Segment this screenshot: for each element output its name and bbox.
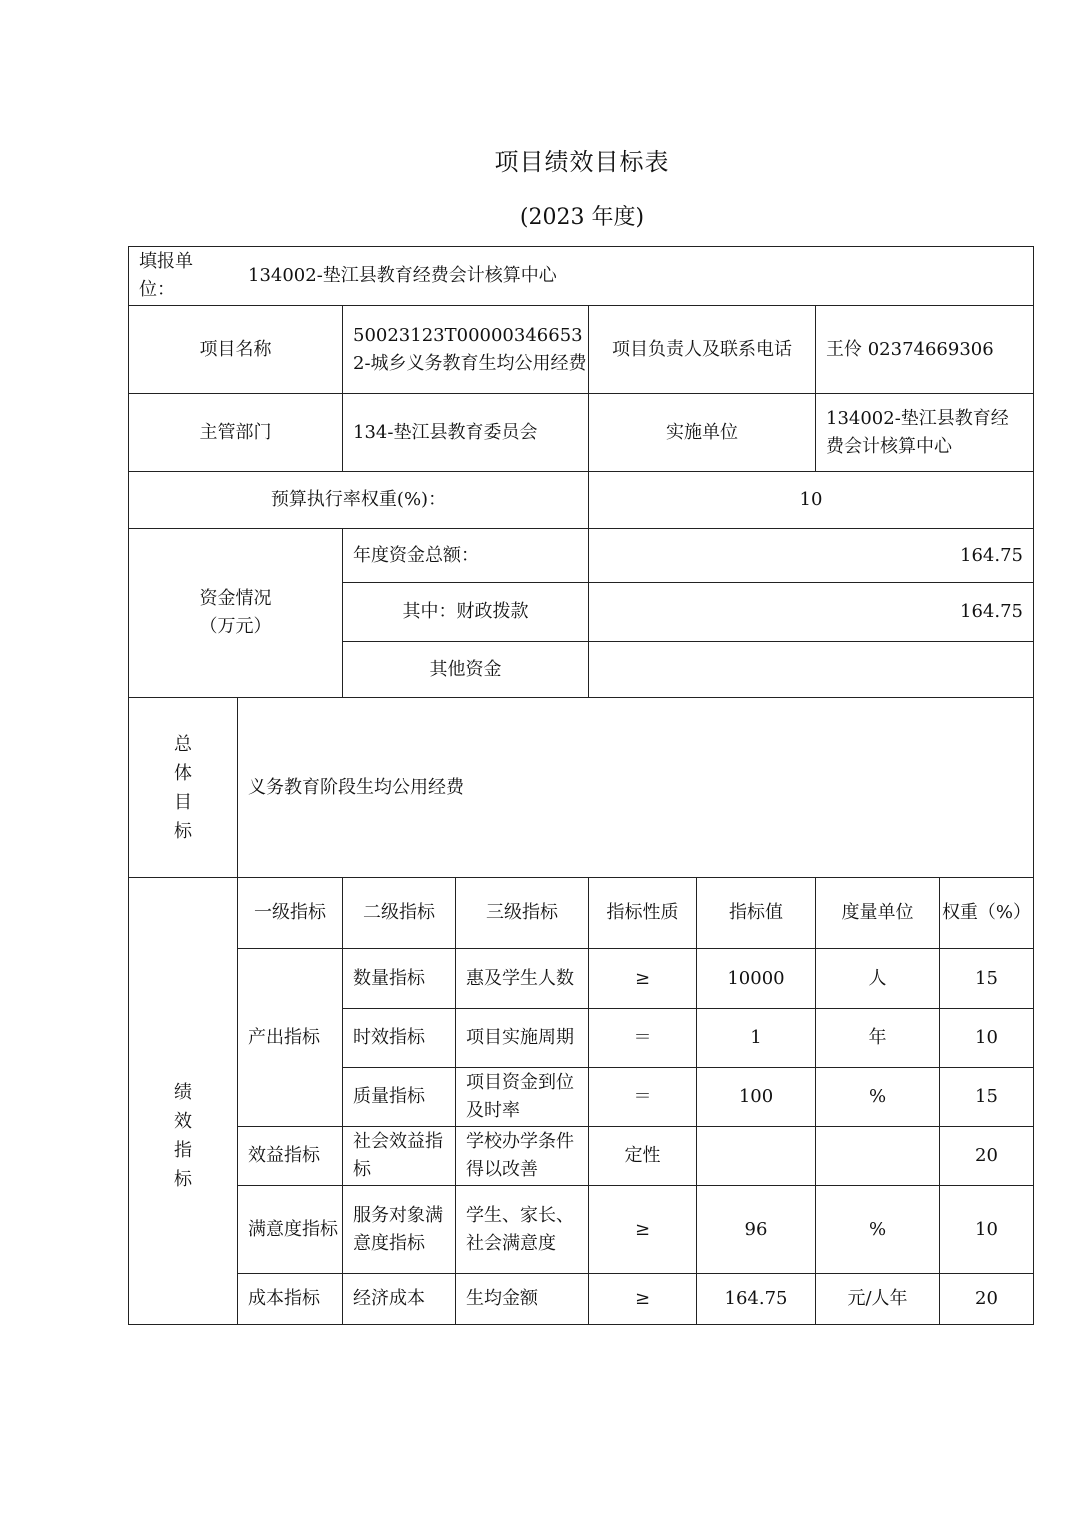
table-row-level2: 服务对象满意度指标 bbox=[353, 1204, 443, 1254]
table-row-nature: ≥ bbox=[634, 967, 651, 989]
header-unit: 度量单位 bbox=[841, 902, 914, 923]
table-row-weight: 20 bbox=[975, 1288, 998, 1309]
table-row-unit bbox=[816, 1127, 939, 1185]
table-row-level3: 惠及学生人数 bbox=[466, 967, 574, 989]
table-row-level2: 经济成本 bbox=[353, 1288, 425, 1309]
table-row-nature: ≥ bbox=[634, 1288, 651, 1309]
overall-goal-label bbox=[129, 698, 237, 877]
level1-output: 产出指标 bbox=[248, 1026, 320, 1048]
funds-total-label: 年度资金总额： bbox=[353, 544, 479, 566]
table-row-nature: ＝ bbox=[633, 1027, 652, 1048]
header-level1: 一级指标 bbox=[254, 902, 326, 923]
table-row-weight: 15 bbox=[975, 967, 998, 989]
funds-label: 资金情况（万元） bbox=[199, 588, 272, 637]
table-row-weight: 15 bbox=[975, 1086, 998, 1107]
reporting-unit-value: 134002-垫江县教育经费会计核算中心 bbox=[248, 265, 557, 286]
project-name-value: 50023123T000003466532-城乡义务教育生均公用经费 bbox=[353, 324, 587, 374]
table-row-weight: 10 bbox=[975, 1218, 998, 1240]
table-row-level3: 生均金额 bbox=[466, 1288, 538, 1309]
funds-other-label: 其他资金 bbox=[429, 658, 502, 680]
table-row-unit: % bbox=[868, 1218, 887, 1240]
table-row-level3: 项目实施周期 bbox=[466, 1027, 574, 1048]
project-contact-label: 项目负责人及联系电话 bbox=[612, 338, 792, 360]
funds-fiscal-label: 其中：财政拨款 bbox=[402, 601, 529, 622]
project-contact-value: 王伶 02374669306 bbox=[826, 338, 994, 360]
department-value: 134-垫江县教育委员会 bbox=[353, 421, 538, 443]
table-row-value bbox=[697, 1127, 815, 1185]
table-row-value: 96 bbox=[744, 1218, 768, 1240]
header-nature: 指标性质 bbox=[606, 902, 679, 923]
reporting-unit-label: 填报单位： bbox=[139, 251, 193, 300]
table-row-level2: 时效指标 bbox=[353, 1027, 425, 1048]
header-weight: 权重（%） bbox=[941, 902, 1032, 923]
overall-goal-label-text: 总体目标 bbox=[174, 733, 192, 842]
document-year: (2023 年度) bbox=[519, 205, 645, 230]
header-level2: 二级指标 bbox=[363, 902, 435, 923]
funds-total-value: 164.75 bbox=[960, 544, 1023, 566]
funds-other-value bbox=[589, 642, 1033, 697]
table-row-unit: 年 bbox=[868, 1027, 887, 1048]
department-label: 主管部门 bbox=[199, 421, 272, 443]
project-name-label: 项目名称 bbox=[199, 338, 272, 360]
table-row-level3: 学生、家长、社会满意度 bbox=[466, 1204, 574, 1254]
implementing-unit-label: 实施单位 bbox=[666, 421, 738, 443]
header-level3: 三级指标 bbox=[486, 902, 558, 923]
table-row-value: 100 bbox=[738, 1086, 774, 1107]
document-title: 项目绩效目标表 bbox=[494, 148, 670, 176]
indicators-label-text: 绩效指标 bbox=[174, 1082, 192, 1190]
rule bbox=[1033, 246, 1034, 1325]
budget-rate-label: 预算执行率权重(%)： bbox=[270, 489, 447, 510]
level1-satisfaction: 满意度指标 bbox=[248, 1218, 338, 1240]
funds-fiscal-value: 164.75 bbox=[960, 601, 1023, 622]
table-row-value: 10000 bbox=[727, 967, 785, 989]
table-row-value: 164.75 bbox=[724, 1288, 788, 1309]
table-row-weight: 20 bbox=[975, 1145, 998, 1166]
header-value: 指标值 bbox=[729, 902, 783, 923]
table-row-nature: ＝ bbox=[633, 1086, 652, 1107]
budget-rate-value: 10 bbox=[799, 489, 823, 510]
table-row-level2: 质量指标 bbox=[353, 1086, 425, 1107]
overall-goal-value: 义务教育阶段生均公用经费 bbox=[248, 776, 464, 798]
table-row-level2: 社会效益指标 bbox=[353, 1131, 443, 1180]
implementing-unit-value: 134002-垫江县教育经费会计核算中心 bbox=[826, 407, 1009, 457]
level1-benefit: 效益指标 bbox=[248, 1145, 320, 1166]
table-row-unit: 元/人年 bbox=[847, 1288, 908, 1309]
level1-cost: 成本指标 bbox=[248, 1288, 320, 1309]
indicators-label bbox=[129, 878, 237, 1324]
table-row-unit: 人 bbox=[868, 967, 887, 989]
table-row-value: 1 bbox=[750, 1027, 762, 1048]
table-row-unit: % bbox=[868, 1086, 887, 1107]
table-row-level2: 数量指标 bbox=[353, 967, 425, 989]
rule bbox=[128, 1324, 1034, 1325]
table-row-level3: 学校办学条件得以改善 bbox=[466, 1131, 574, 1180]
table-row-weight: 10 bbox=[975, 1027, 998, 1048]
table-row-level3: 项目资金到位及时率 bbox=[466, 1072, 574, 1121]
table-row-nature: ≥ bbox=[634, 1218, 651, 1240]
table-row-nature: 定性 bbox=[624, 1145, 661, 1166]
